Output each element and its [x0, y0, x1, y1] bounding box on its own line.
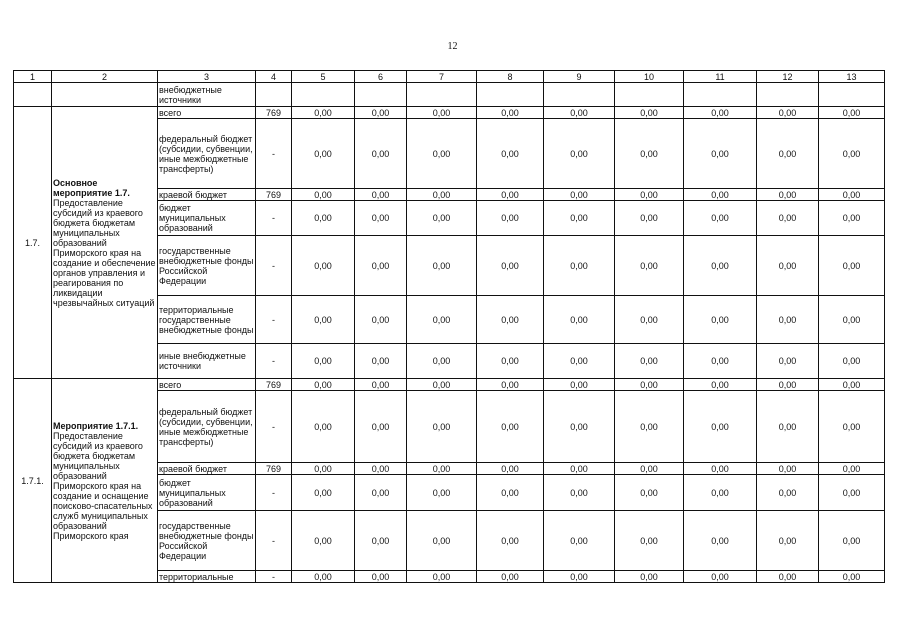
- col4-cell: 769: [256, 189, 292, 201]
- value-cell: 0,00: [757, 379, 819, 391]
- value-cell: 0,00: [477, 391, 544, 463]
- value-cell: 0,00: [615, 463, 684, 475]
- value-cell: 0,00: [615, 296, 684, 344]
- column-header: 8: [477, 71, 544, 83]
- value-cell: 0,00: [292, 236, 355, 296]
- value-cell: 0,00: [757, 344, 819, 379]
- value-cell: 0,00: [292, 511, 355, 571]
- column-header: 11: [684, 71, 757, 83]
- column-header: 6: [355, 71, 407, 83]
- value-cell: 0,00: [684, 189, 757, 201]
- item-title: Основное мероприятие 1.7.: [53, 177, 130, 198]
- column-header: 10: [615, 71, 684, 83]
- value-cell: 0,00: [292, 463, 355, 475]
- value-cell: 0,00: [292, 201, 355, 236]
- value-cell: 0,00: [292, 296, 355, 344]
- value-cell: 0,00: [819, 379, 885, 391]
- value-cell: 0,00: [477, 463, 544, 475]
- value-cell: 0,00: [615, 107, 684, 119]
- value-cell: 0,00: [757, 119, 819, 189]
- value-cell: 0,00: [544, 571, 615, 583]
- value-cell: 0,00: [757, 296, 819, 344]
- value-cell: [355, 83, 407, 107]
- column-header: 3: [158, 71, 256, 83]
- value-cell: 0,00: [407, 189, 477, 201]
- value-cell: 0,00: [819, 475, 885, 511]
- col4-cell: -: [256, 201, 292, 236]
- source-cell: краевой бюджет: [158, 463, 256, 475]
- item-description: Предоставление субсидий из краевого бюджета бюджетам муниципальных образований Приморского края на создание и оснащение поисково-спасательных служб муниципальных образований Приморского края: [53, 430, 153, 541]
- col4-cell: 769: [256, 107, 292, 119]
- value-cell: 0,00: [615, 475, 684, 511]
- value-cell: [819, 83, 885, 107]
- value-cell: 0,00: [544, 107, 615, 119]
- value-cell: 0,00: [684, 107, 757, 119]
- source-cell: государственные внебюджетные фонды Российской Федерации: [158, 511, 256, 571]
- value-cell: 0,00: [407, 119, 477, 189]
- value-cell: 0,00: [355, 463, 407, 475]
- value-cell: [757, 83, 819, 107]
- value-cell: 0,00: [684, 463, 757, 475]
- value-cell: 0,00: [615, 344, 684, 379]
- value-cell: 0,00: [407, 391, 477, 463]
- value-cell: 0,00: [684, 296, 757, 344]
- column-header: 2: [52, 71, 158, 83]
- value-cell: 0,00: [544, 511, 615, 571]
- value-cell: 0,00: [292, 475, 355, 511]
- value-cell: 0,00: [407, 475, 477, 511]
- value-cell: 0,00: [615, 189, 684, 201]
- col4-cell: -: [256, 344, 292, 379]
- column-header: 5: [292, 71, 355, 83]
- item-name: [52, 107, 158, 379]
- column-header: 1: [14, 71, 52, 83]
- value-cell: 0,00: [292, 571, 355, 583]
- value-cell: 0,00: [757, 107, 819, 119]
- value-cell: 0,00: [544, 475, 615, 511]
- source-cell: бюджет муниципальных образований: [158, 201, 256, 236]
- column-header: 9: [544, 71, 615, 83]
- value-cell: 0,00: [615, 119, 684, 189]
- value-cell: 0,00: [292, 119, 355, 189]
- value-cell: 0,00: [615, 571, 684, 583]
- value-cell: 0,00: [757, 201, 819, 236]
- value-cell: 0,00: [684, 119, 757, 189]
- item-name: [52, 379, 158, 583]
- value-cell: 0,00: [544, 391, 615, 463]
- value-cell: 0,00: [544, 379, 615, 391]
- source-cell: территориальные: [158, 571, 256, 583]
- col4-cell: [256, 83, 292, 107]
- col4-cell: -: [256, 571, 292, 583]
- col4-cell: -: [256, 296, 292, 344]
- value-cell: 0,00: [407, 201, 477, 236]
- table-row: [14, 83, 885, 107]
- value-cell: 0,00: [407, 107, 477, 119]
- column-header: 4: [256, 71, 292, 83]
- col4-cell: -: [256, 119, 292, 189]
- value-cell: 0,00: [355, 475, 407, 511]
- value-cell: 0,00: [355, 344, 407, 379]
- value-cell: 0,00: [615, 201, 684, 236]
- value-cell: 0,00: [819, 201, 885, 236]
- value-cell: 0,00: [544, 344, 615, 379]
- value-cell: 0,00: [477, 236, 544, 296]
- value-cell: 0,00: [819, 571, 885, 583]
- value-cell: 0,00: [684, 571, 757, 583]
- value-cell: 0,00: [477, 119, 544, 189]
- value-cell: 0,00: [819, 189, 885, 201]
- table-row: [14, 107, 885, 119]
- value-cell: 0,00: [684, 391, 757, 463]
- value-cell: 0,00: [757, 475, 819, 511]
- value-cell: [544, 83, 615, 107]
- value-cell: 0,00: [407, 344, 477, 379]
- column-header: 12: [757, 71, 819, 83]
- value-cell: 0,00: [757, 189, 819, 201]
- number-cell: [14, 83, 52, 107]
- source-cell: внебюджетные источники: [158, 83, 256, 107]
- source-cell: территориальные государственные внебюджетные фонды: [158, 296, 256, 344]
- value-cell: 0,00: [615, 391, 684, 463]
- column-header: 7: [407, 71, 477, 83]
- value-cell: 0,00: [292, 379, 355, 391]
- value-cell: 0,00: [615, 511, 684, 571]
- value-cell: 0,00: [407, 296, 477, 344]
- value-cell: 0,00: [757, 463, 819, 475]
- value-cell: 0,00: [355, 189, 407, 201]
- col4-cell: -: [256, 236, 292, 296]
- source-cell: бюджет муниципальных образований: [158, 475, 256, 511]
- value-cell: 0,00: [477, 201, 544, 236]
- value-cell: 0,00: [819, 344, 885, 379]
- source-cell: иные внебюджетные источники: [158, 344, 256, 379]
- value-cell: 0,00: [292, 391, 355, 463]
- value-cell: 0,00: [544, 236, 615, 296]
- value-cell: 0,00: [819, 107, 885, 119]
- value-cell: 0,00: [355, 296, 407, 344]
- value-cell: 0,00: [757, 236, 819, 296]
- value-cell: 0,00: [477, 571, 544, 583]
- value-cell: 0,00: [544, 201, 615, 236]
- value-cell: 0,00: [355, 236, 407, 296]
- value-cell: 0,00: [355, 391, 407, 463]
- value-cell: 0,00: [684, 344, 757, 379]
- value-cell: 0,00: [544, 119, 615, 189]
- value-cell: 0,00: [544, 189, 615, 201]
- value-cell: 0,00: [355, 571, 407, 583]
- source-cell: всего: [158, 107, 256, 119]
- item-number: 1.7.: [14, 107, 52, 379]
- value-cell: 0,00: [615, 379, 684, 391]
- column-header: 13: [819, 71, 885, 83]
- value-cell: 0,00: [819, 463, 885, 475]
- value-cell: 0,00: [684, 379, 757, 391]
- item-title: Мероприятие 1.7.1.: [53, 420, 139, 431]
- source-cell: федеральный бюджет (субсидии, субвенции, иные межбюджетные трансферты): [158, 119, 256, 189]
- source-cell: федеральный бюджет (субсидии, субвенции, иные межбюджетные трансферты): [158, 391, 256, 463]
- value-cell: 0,00: [407, 379, 477, 391]
- value-cell: 0,00: [477, 344, 544, 379]
- value-cell: 0,00: [684, 236, 757, 296]
- value-cell: 0,00: [819, 511, 885, 571]
- source-cell: государственные внебюджетные фонды Российской Федерации: [158, 236, 256, 296]
- value-cell: 0,00: [477, 189, 544, 201]
- source-cell: краевой бюджет: [158, 189, 256, 201]
- col4-cell: -: [256, 391, 292, 463]
- value-cell: 0,00: [355, 119, 407, 189]
- value-cell: 0,00: [477, 296, 544, 344]
- value-cell: 0,00: [819, 296, 885, 344]
- source-cell: всего: [158, 379, 256, 391]
- value-cell: 0,00: [757, 391, 819, 463]
- value-cell: 0,00: [407, 511, 477, 571]
- value-cell: 0,00: [757, 511, 819, 571]
- page-number: 12: [447, 41, 458, 52]
- value-cell: 0,00: [355, 201, 407, 236]
- value-cell: 0,00: [477, 379, 544, 391]
- value-cell: 0,00: [819, 391, 885, 463]
- table-row: [14, 71, 885, 83]
- value-cell: 0,00: [819, 119, 885, 189]
- value-cell: [407, 83, 477, 107]
- value-cell: 0,00: [684, 511, 757, 571]
- value-cell: 0,00: [292, 107, 355, 119]
- value-cell: 0,00: [407, 571, 477, 583]
- value-cell: 0,00: [684, 201, 757, 236]
- value-cell: 0,00: [477, 107, 544, 119]
- col4-cell: -: [256, 511, 292, 571]
- item-description: Предоставление субсидий из краевого бюджета бюджетам муниципальных образований Приморского края на создание и обеспечение органов управления и реагирования по ликвидации чрезвычайных ситуаций: [53, 197, 156, 308]
- value-cell: 0,00: [544, 463, 615, 475]
- value-cell: 0,00: [477, 475, 544, 511]
- value-cell: 0,00: [757, 571, 819, 583]
- value-cell: 0,00: [407, 236, 477, 296]
- value-cell: 0,00: [819, 236, 885, 296]
- item-number: 1.7.1.: [14, 379, 52, 583]
- value-cell: 0,00: [355, 511, 407, 571]
- table-row: [14, 379, 885, 391]
- value-cell: 0,00: [355, 379, 407, 391]
- value-cell: 0,00: [615, 236, 684, 296]
- value-cell: 0,00: [292, 344, 355, 379]
- col4-cell: 769: [256, 463, 292, 475]
- col4-cell: -: [256, 475, 292, 511]
- budget-table: [13, 70, 885, 583]
- value-cell: [292, 83, 355, 107]
- value-cell: [615, 83, 684, 107]
- value-cell: 0,00: [684, 475, 757, 511]
- value-cell: 0,00: [544, 296, 615, 344]
- name-cell: [52, 83, 158, 107]
- value-cell: [684, 83, 757, 107]
- value-cell: 0,00: [292, 189, 355, 201]
- value-cell: 0,00: [477, 511, 544, 571]
- value-cell: [477, 83, 544, 107]
- value-cell: 0,00: [355, 107, 407, 119]
- value-cell: 0,00: [407, 463, 477, 475]
- col4-cell: 769: [256, 379, 292, 391]
